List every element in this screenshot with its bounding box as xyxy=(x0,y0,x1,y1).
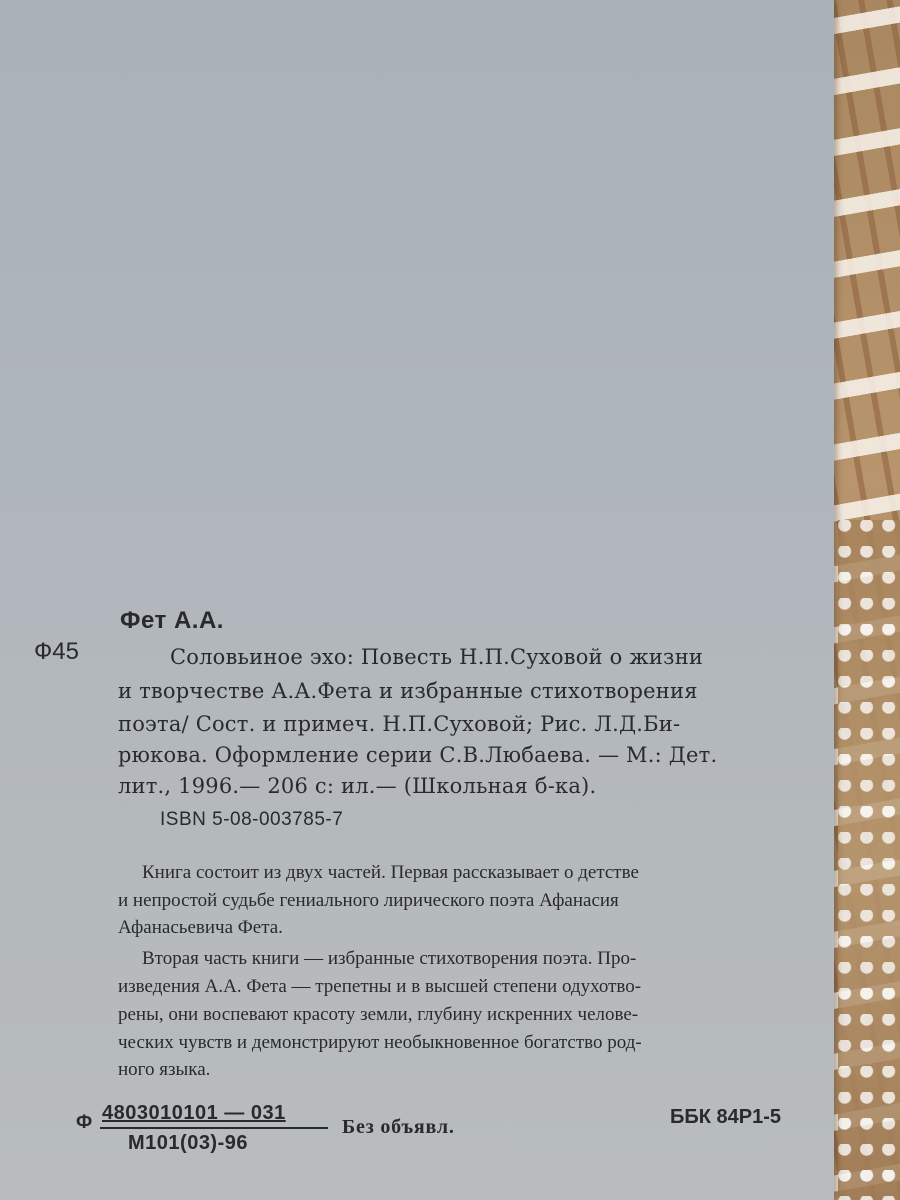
annotation-line: и непростой судьбе гениального лирического поэта Афанасия xyxy=(118,890,619,911)
annotation-line: Афанасьевича Фета. xyxy=(118,917,283,938)
isbn: ISBN 5-08-003785-7 xyxy=(160,809,344,830)
annotation-line: рены, они воспевают красоту земли, глубину искренних челове- xyxy=(118,1004,639,1025)
shelf-mark: Ф45 xyxy=(34,638,79,665)
bibliographic-line: поэта/ Сост. и примеч. Н.П.Суховой; Рис. Л.Д.Би- xyxy=(118,712,681,736)
no-ad-note: Без объявл. xyxy=(342,1116,455,1138)
bbk-code: ББК 84Р1-5 xyxy=(670,1106,782,1128)
code-numerator: 4803010101 — 031 xyxy=(102,1102,286,1124)
f-mark: Ф xyxy=(76,1112,93,1133)
annotation-line: изведения А.А. Фета — трепетны и в высшей степени одухотво- xyxy=(118,976,642,997)
annotation-line: Книга состоит из двух частей. Первая рассказывает о детстве xyxy=(142,862,639,883)
book-cover-pattern xyxy=(838,520,900,1200)
bibliographic-line: рюкова. Оформление серии С.В.Любаева. — М.: Дет. xyxy=(118,743,718,767)
code-denominator: М101(03)-96 xyxy=(128,1132,249,1154)
author-heading: Фет А.А. xyxy=(120,607,224,634)
annotation-line: ческих чувств и демонстрируют необыкновенное богатство род- xyxy=(118,1032,642,1053)
bibliographic-line: лит., 1996.— 206 с: ил.— (Школьная б-ка). xyxy=(118,774,597,798)
bibliographic-line: и творчестве А.А.Фета и избранные стихотворения xyxy=(118,679,698,703)
annotation-line: ного языка. xyxy=(118,1059,211,1080)
bibliographic-line: Соловьиное эхо: Повесть Н.П.Суховой о жизни xyxy=(170,645,704,669)
annotation-line: Вторая часть книги — избранные стихотворения поэта. Про- xyxy=(142,948,637,969)
